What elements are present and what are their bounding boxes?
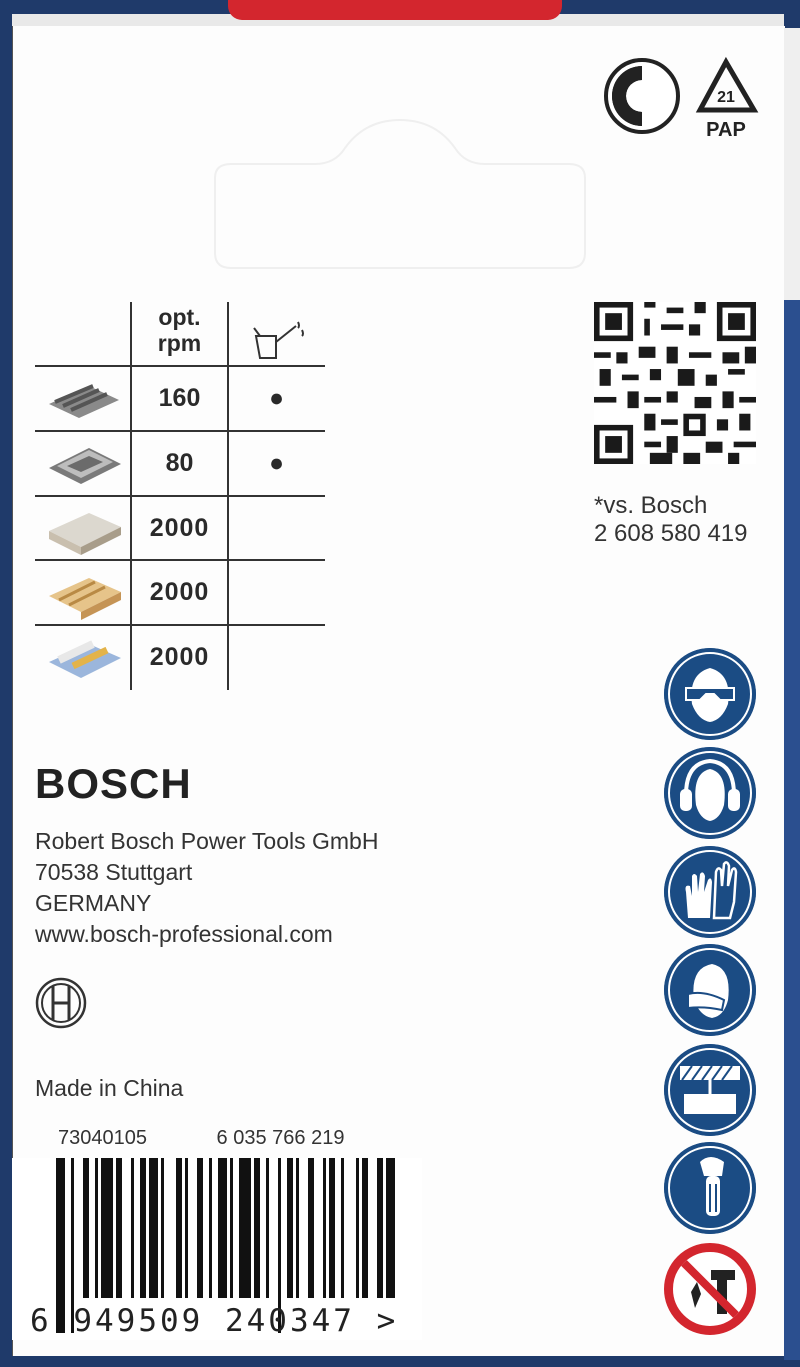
tile-icon [49,513,121,555]
company-country: GERMANY [35,890,152,916]
barcode-bar [356,1158,359,1298]
svg-text:21: 21 [717,89,735,106]
barcode-bar [149,1158,158,1298]
gloves-icon [664,846,756,938]
wood-icon [49,578,121,620]
barcode-bar [209,1158,212,1298]
barcode-bar [161,1158,164,1298]
barcode-bar [95,1158,98,1298]
ear-protection-icon [664,747,756,839]
barcode-bar [176,1158,182,1298]
goggles-icon [664,648,756,740]
barcode-digits: 6 949509 240347 > [30,1303,399,1339]
oil-dot: ● [268,449,285,477]
recycle-symbols [604,56,764,140]
no-hammer-drill-icon [664,1243,756,1335]
oil-dot: ● [268,384,285,412]
company-name: Robert Bosch Power Tools GmbH [35,828,379,854]
barcode-bar [230,1158,233,1298]
product-codes [58,1127,408,1150]
barcode-bar [197,1158,203,1298]
brand-logo-text: BOSCH [35,760,192,807]
green-dot-icon [606,60,678,132]
barcode-bar [218,1158,227,1298]
barcode-bar [296,1158,299,1298]
internal-code: 73040105 [58,1127,147,1149]
package-side-edge [784,28,800,1358]
hang-hole-outline [195,118,605,270]
barcode-bar [185,1158,188,1298]
barcode-bar [323,1158,326,1298]
barcode-bar [101,1158,113,1298]
vs-note-line1: *vs. Bosch [594,492,708,519]
barcode-bar [308,1158,314,1298]
metal-pipes-icon [49,386,119,418]
svg-text:PAP: PAP [706,119,746,140]
barcode-bar [377,1158,383,1298]
dust-mask-icon [664,944,756,1036]
metal-sheet-icon [49,448,121,484]
vs-note-line2: 2 608 580 419 [594,520,748,547]
rpm-value: 80 [165,449,194,477]
barcode-bar [116,1158,122,1298]
rpm-table-grid [35,302,327,690]
article-number: 6 035 766 219 [216,1127,345,1149]
barcode-bar [341,1158,344,1298]
red-hang-tab [228,0,562,20]
barcode-bar [386,1158,395,1298]
barcode-bar [140,1158,146,1298]
hold-tool-icon [664,1142,756,1234]
rpm-value: 2000 [149,578,210,606]
recycling-triangle-icon [700,62,754,140]
bosch-armature-icon [35,977,87,1029]
barcode-bar [131,1158,134,1298]
company-website: www.bosch-professional.com [35,921,333,947]
vs-bosch-note [594,492,747,548]
barcode-bar [239,1158,251,1298]
made-in: Made in China [35,1075,184,1101]
rpm-value: 2000 [149,514,210,542]
company-city: 70538 Stuttgart [35,859,193,885]
workpiece-clamp-icon [664,1044,756,1136]
rpm-header: opt. rpm [157,304,202,356]
qr-code [594,302,756,464]
barcode-bar [83,1158,89,1298]
barcode-bar [254,1158,260,1298]
rpm-value: 2000 [149,643,210,671]
oil-can-icon [254,322,303,358]
rpm-value: 160 [158,384,201,412]
barcode-bar [287,1158,293,1298]
manufacturer-address [35,826,378,950]
barcode-bar [266,1158,269,1298]
barcode-bar [329,1158,335,1298]
plastic-pipes-icon [49,644,121,678]
barcode-bar [362,1158,368,1298]
